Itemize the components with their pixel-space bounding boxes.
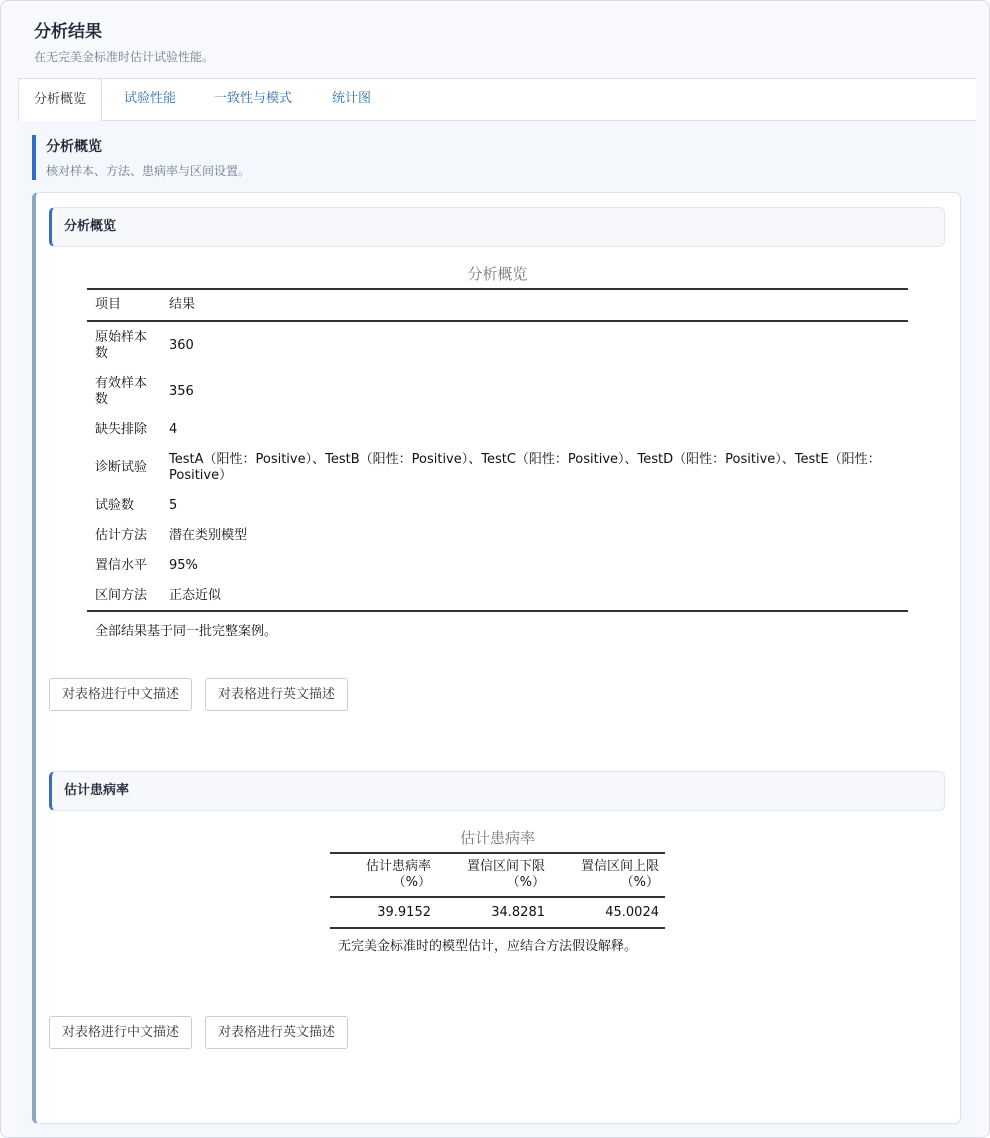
prevalence-col-upper: 置信区间上限（%） (551, 853, 665, 897)
overview-panel-heading: 分析概览 (49, 207, 945, 247)
row-value: 4 (169, 422, 178, 437)
tab-plots[interactable]: 统计图 (332, 91, 372, 106)
describe-table-english-button[interactable]: 对表格进行英文描述 (205, 678, 348, 711)
table-row (87, 581, 908, 611)
page-header (34, 17, 214, 65)
section-subtitle: 核对样本、方法、患病率与区间设置。 (46, 164, 251, 178)
describe-table-english-button[interactable]: 对表格进行英文描述 (205, 1016, 348, 1049)
overview-table-note: 全部结果基于同一批完整案例。 (95, 624, 278, 639)
row-value: 356 (169, 384, 194, 399)
row-key: 置信水平 (95, 558, 148, 573)
row-value: 潜在类别模型 (169, 528, 248, 543)
describe-table-chinese-button[interactable]: 对表格进行中文描述 (49, 1016, 192, 1049)
row-key: 估计方法 (95, 528, 148, 543)
prevalence-table-header-row (330, 853, 665, 897)
section-title: 分析概览 (46, 139, 102, 155)
tab-agreement-patterns[interactable]: 一致性与模式 (214, 91, 293, 106)
table-row (87, 415, 908, 445)
row-value: 5 (169, 498, 178, 513)
row-key: 区间方法 (87, 581, 161, 611)
prevalence-estimate-value: 39.9152 (330, 897, 437, 928)
row-value: TestA（阳性：Positive）、TestB（阳性：Positive）、TestC（阳性：Positive）、TestD（阳性：Positive）、TestE（阳性：Positive） (169, 452, 881, 483)
row-value: 正态近似 (161, 581, 908, 611)
tab-pane-overview (18, 121, 976, 1131)
table-row (330, 897, 665, 928)
overview-table (87, 263, 908, 612)
row-key: 诊断试验 (95, 460, 148, 475)
section-header (32, 135, 432, 180)
prevalence-table-caption: 估计患病率 (459, 829, 535, 847)
prevalence-table-note: 无完美金标准时的模型估计，应结合方法假设解释。 (338, 939, 638, 954)
page-title: 分析结果 (34, 22, 102, 42)
page-subtitle: 在无完美金标准时估计试验性能。 (34, 50, 215, 64)
table-row (87, 491, 908, 521)
overview-col-item: 项目 (87, 289, 161, 321)
row-key: 缺失排除 (95, 422, 148, 437)
overview-col-result: 结果 (161, 289, 908, 321)
table-row (87, 369, 908, 415)
results-card (32, 192, 961, 1124)
prevalence-table (330, 827, 665, 929)
row-key: 有效样本数 (95, 376, 148, 407)
table-row (87, 445, 908, 491)
overview-table-header-row (87, 289, 908, 321)
row-value: 95% (169, 558, 198, 573)
prevalence-panel-heading: 估计患病率 (49, 771, 945, 811)
prevalence-lower-value: 34.8281 (437, 897, 551, 928)
prevalence-col-lower: 置信区间下限（%） (437, 853, 551, 897)
table-row (87, 551, 908, 581)
tab-overview[interactable]: 分析概览 (18, 78, 102, 122)
row-key: 试验数 (95, 498, 135, 513)
row-value: 360 (169, 337, 194, 353)
tab-bar (18, 78, 976, 121)
table-row (87, 521, 908, 551)
table-row (87, 321, 908, 369)
overview-table-caption: 分析概览 (467, 265, 528, 283)
row-key: 原始样本数 (95, 329, 148, 361)
prevalence-upper-value: 45.0024 (551, 897, 665, 928)
tab-test-performance[interactable]: 试验性能 (124, 91, 177, 106)
prevalence-col-estimate: 估计患病率（%） (330, 853, 437, 897)
describe-table-chinese-button[interactable]: 对表格进行中文描述 (49, 678, 192, 711)
